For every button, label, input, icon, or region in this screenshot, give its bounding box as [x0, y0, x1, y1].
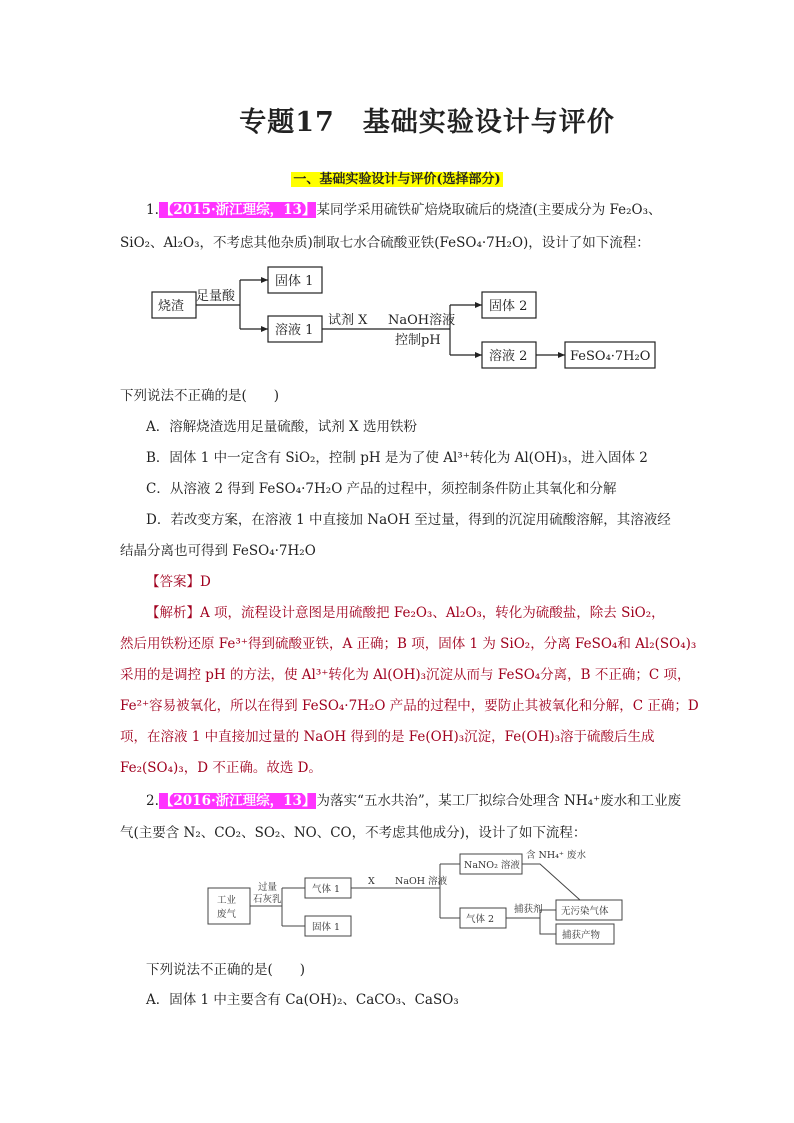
q1-option-d1: D．若改变方案，在溶液 1 中直接加 NaOH 至过量，得到的沉淀用硫酸溶解，其溶液经 — [146, 512, 671, 528]
q1-analysis-line1 — [146, 603, 706, 623]
q1-option-b: B．固体 1 中一定含有 SiO₂，控制 pH 是为了使 Al³⁺转化为 Al(OH)₃，进入固体 2 — [146, 450, 648, 466]
q2-flowchart — [200, 846, 640, 948]
label-qiti1: 气体 1 — [312, 884, 341, 895]
label-zuliangsuan: 足量酸 — [196, 289, 236, 304]
label-shihuiru: 石灰乳 — [253, 894, 282, 905]
q2-stem1: 为落实“五水共治”，某工厂拟综合处理含 NH₄⁺废水和工业废 — [316, 793, 682, 809]
section-heading — [0, 168, 794, 187]
q1-option-c: C．从溶液 2 得到 FeSO₄·7H₂O 产品的过程中，须控制条件防止其氧化和分解 — [146, 481, 617, 497]
q1-source-tag: 【2015·浙江理综，13】 — [159, 202, 316, 218]
q1-stem1: 某同学采用硫铁矿焙烧取硫后的烧渣(主要成分为 Fe₂O₃、 — [316, 202, 662, 218]
label-naoh: NaOH溶液 — [388, 313, 456, 328]
label-product: FeSO₄·7H₂O — [570, 349, 651, 364]
q2-stem-line1 — [146, 791, 706, 811]
label-shijiX: 试剂 X — [328, 313, 368, 328]
label-nano2: NaNO₂ 溶液 — [464, 860, 520, 871]
label-rongye1: 溶液 1 — [275, 323, 314, 338]
answer-value: D — [200, 574, 211, 590]
label-kongzhi: 控制pH — [395, 333, 441, 348]
label-rongye2: 溶液 2 — [489, 349, 528, 364]
label-X: X — [368, 876, 375, 887]
q2-option-a: A．固体 1 中主要含有 Ca(OH)₂、CaCO₃、CaSO₃ — [146, 992, 459, 1008]
label-qiti2: 气体 2 — [466, 914, 495, 925]
label-guti1: 固体 1 — [275, 274, 314, 289]
label-shaozha: 烧渣 — [158, 299, 185, 314]
label-guoliang: 过量 — [258, 882, 278, 893]
label-wuwuran: 无污染气体 — [561, 906, 609, 917]
q1-option-a: A．溶解烧渣选用足量硫酸，试剂 X 选用铁粉 — [146, 419, 417, 435]
label-buhuochanwu: 捕获产物 — [562, 930, 601, 941]
q1-flowchart — [140, 262, 680, 374]
q1-stem-line1 — [146, 200, 706, 220]
answer-label: 【答案】 — [146, 574, 200, 590]
q2-source-tag: 【2016·浙江理综，13】 — [159, 793, 316, 809]
q1-stem2: SiO₂、Al₂O₃，不考虑其他杂质)制取七水合硫酸亚铁(FeSO₄·7H₂O)，设计了如下流程： — [120, 235, 650, 251]
label-guti2: 固体 2 — [489, 299, 528, 314]
q1-option-d2: 结晶分离也可得到 FeSO₄·7H₂O — [120, 543, 316, 559]
label-feiqi: 废气 — [217, 909, 237, 920]
q1-analysis-line6: Fe₂(SO₄)₃，D 不正确。故选 D。 — [120, 760, 322, 776]
section-heading-text: 一、基础实验设计与评价(选择部分) — [293, 172, 501, 187]
q1-answer — [146, 572, 706, 592]
q1-ask: 下列说法不正确的是( ) — [120, 388, 280, 404]
q2-ask: 下列说法不正确的是( ) — [146, 962, 306, 978]
q1-analysis-line5: 项，在溶液 1 中直接加过量的 NaOH 得到的是 Fe(OH)₃沉淀，Fe(OH)₃溶于硫酸后生成 — [120, 729, 655, 745]
q2-number: 2. — [146, 793, 159, 809]
label-guti1-q2: 固体 1 — [312, 922, 341, 933]
q1-analysis-line3: 采用的是调控 pH 的方法，使 Al³⁺转化为 Al(OH)₃沉淀从而与 FeSO₄分离，B 不正确；C 项， — [120, 667, 691, 683]
q1-analysis-line4: Fe²⁺容易被氧化，所以在得到 FeSO₄·7H₂O 产品的过程中，要防止其被氧化和分解，C 正确；D — [120, 698, 699, 714]
label-buhuoji: 捕获剂 — [514, 904, 543, 915]
page-title: 专题17 基础实验设计与评价 — [239, 107, 615, 138]
label-naoh-q2: NaOH 溶液 — [395, 876, 448, 887]
q1-number: 1. — [146, 202, 159, 218]
q1-analysis-line2: 然后用铁粉还原 Fe³⁺得到硫酸亚铁，A 正确；B 项，固体 1 为 SiO₂，分离 FeSO₄和 Al₂(SO₄)₃ — [120, 636, 697, 652]
analysis-label: 【解析】 — [146, 605, 200, 621]
q2-stem2: 气(主要含 N₂、CO₂、SO₂、NO、CO，不考虑其他成分)，设计了如下流程： — [120, 825, 587, 841]
analysis-text1: A 项，流程设计意图是用硫酸把 Fe₂O₃、Al₂O₃，转化为硫酸盐，除去 SiO₂， — [200, 605, 665, 621]
label-hanNH4: 含 NH₄⁺ 废水 — [526, 850, 586, 861]
label-gongye: 工业 — [217, 895, 237, 906]
